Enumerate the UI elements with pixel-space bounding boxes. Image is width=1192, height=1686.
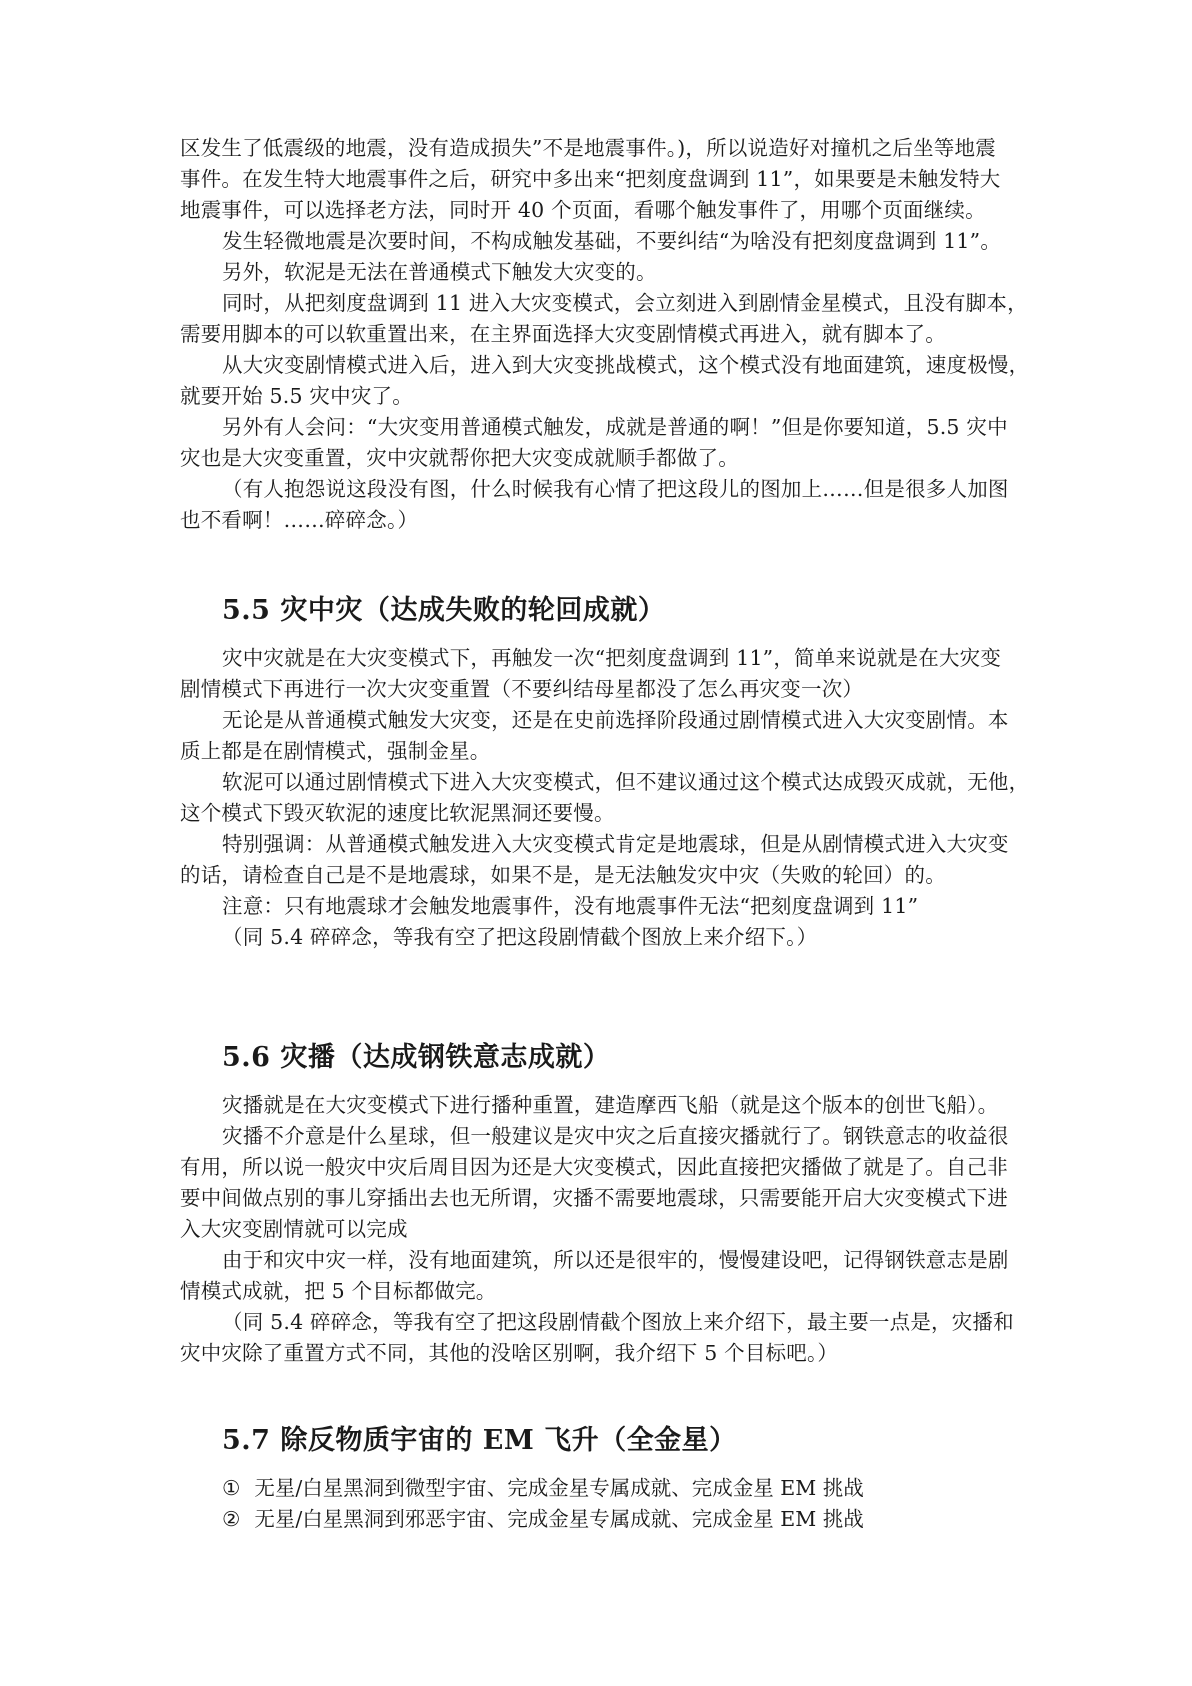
paragraph-line: 入大灾变剧情就可以完成: [180, 1217, 408, 1241]
paragraph-line: 同时，从把刻度盘调到 11 进入大灾变模式，会立刻进入到剧情金星模式，且没有脚本，: [222, 291, 1028, 315]
paragraph-line: 软泥可以通过剧情模式下进入大灾变模式，但不建议通过这个模式达成毁灭成就，无他，: [222, 770, 1030, 794]
paragraph-line: （同 5.4 碎碎念，等我有空了把这段剧情截个图放上来介绍下。）: [222, 925, 818, 949]
section-5-6-body: [180, 1090, 1020, 1369]
paragraph-line: 就要开始 5.5 灾中灾了。: [180, 384, 413, 408]
paragraph-line: 情模式成就，把 5 个目标都做完。: [180, 1279, 497, 1303]
list-item: [180, 1473, 1020, 1504]
paragraph-line: 这个模式下毁灭软泥的速度比软泥黑洞还要慢。: [180, 801, 615, 825]
paragraph-line: 灾中灾就是在大灾变模式下，再触发一次“把刻度盘调到 11”，简单来说就是在大灾变: [222, 646, 1002, 670]
section-heading-5-6: 5.6 灾播（达成钢铁意志成就）: [222, 1042, 611, 1073]
section-5-4-continued: [180, 133, 1030, 536]
paragraph-line: 灾中灾除了重置方式不同，其他的没啥区别啊，我介绍下 5 个目标吧。）: [180, 1341, 839, 1365]
paragraph-line: 特别强调：从普通模式触发进入大灾变模式肯定是地震球，但是从剧情模式进入大灾变: [222, 832, 1009, 856]
paragraph-line: 由于和灾中灾一样，没有地面建筑，所以还是很牢的，慢慢建设吧，记得钢铁意志是剧: [222, 1248, 1009, 1272]
list-item-number: ①: [222, 1476, 241, 1500]
paragraph-line: 地震事件，可以选择老方法，同时开 40 个页面，看哪个触发事件了，用哪个页面继续。: [180, 198, 986, 222]
paragraph-line: 从大灾变剧情模式进入后，进入到大灾变挑战模式，这个模式没有地面建筑，速度极慢，: [222, 353, 1030, 377]
paragraph-line: 无论是从普通模式触发大灾变，还是在史前选择阶段通过剧情模式进入大灾变剧情。本: [222, 708, 1009, 732]
list-item-text: 无星/白星黑洞到微型宇宙、完成金星专属成就、完成金星 EM 挑战: [254, 1476, 864, 1500]
section-5-7-list: [180, 1473, 1020, 1535]
paragraph-line: 也不看啊！……碎碎念。）: [180, 508, 419, 532]
paragraph-line: 灾也是大灾变重置，灾中灾就帮你把大灾变成就顺手都做了。: [180, 446, 739, 470]
list-item: [180, 1504, 1020, 1535]
section-heading-5-7: 5.7 除反物质宇宙的 EM 飞升（全金星）: [222, 1425, 737, 1456]
paragraph-line: 质上都是在剧情模式，强制金星。: [180, 739, 491, 763]
paragraph-line: 注意：只有地震球才会触发地震事件，没有地震事件无法“把刻度盘调到 11”: [222, 894, 919, 918]
paragraph-line: 灾播不介意是什么星球，但一般建议是灾中灾之后直接灾播就行了。钢铁意志的收益很: [222, 1124, 1009, 1148]
list-item-number: ②: [222, 1507, 241, 1531]
paragraph-line: 的话，请检查自己是不是地震球，如果不是，是无法触发灾中灾（失败的轮回）的。: [180, 863, 946, 887]
section-5-5-body: [180, 643, 1030, 953]
paragraph-line: 发生轻微地震是次要时间，不构成触发基础，不要纠结“为啥没有把刻度盘调到 11”。: [222, 229, 1002, 253]
paragraph-line: （有人抱怨说这段没有图，什么时候我有心情了把这段儿的图加上……但是很多人加图: [222, 477, 1009, 501]
paragraph-line: 有用，所以说一般灾中灾后周目因为还是大灾变模式，因此直接把灾播做了就是了。自己非: [180, 1155, 1008, 1179]
paragraph-line: 另外，软泥是无法在普通模式下触发大灾变的。: [222, 260, 657, 284]
section-heading-5-5: 5.5 灾中灾（达成失败的轮回成就）: [222, 595, 666, 626]
paragraph-line: 灾播就是在大灾变模式下进行播种重置，建造摩西飞船（就是这个版本的创世飞船）。: [222, 1093, 999, 1117]
paragraph-line: 要中间做点别的事儿穿插出去也无所谓，灾播不需要地震球，只需要能开启大灾变模式下进: [180, 1186, 1008, 1210]
paragraph-line: 另外有人会问：“大灾变用普通模式触发，成就是普通的啊！”但是你要知道，5.5 灾中: [222, 415, 1008, 439]
list-item-text: 无星/白星黑洞到邪恶宇宙、完成金星专属成就、完成金星 EM 挑战: [254, 1507, 864, 1531]
paragraph-line: 区发生了低震级的地震，没有造成损失”不是地震事件。)，所以说造好对撞机之后坐等地震: [180, 136, 996, 160]
paragraph-line: 剧情模式下再进行一次大灾变重置（不要纠结母星都没了怎么再灾变一次）: [180, 677, 864, 701]
paragraph-line: 事件。在发生特大地震事件之后，研究中多出来“把刻度盘调到 11”，如果要是未触发特大: [180, 167, 1001, 191]
paragraph-line: （同 5.4 碎碎念，等我有空了把这段剧情截个图放上来介绍下，最主要一点是，灾播和: [222, 1310, 1014, 1334]
paragraph-line: 需要用脚本的可以软重置出来，在主界面选择大灾变剧情模式再进入，就有脚本了。: [180, 322, 946, 346]
